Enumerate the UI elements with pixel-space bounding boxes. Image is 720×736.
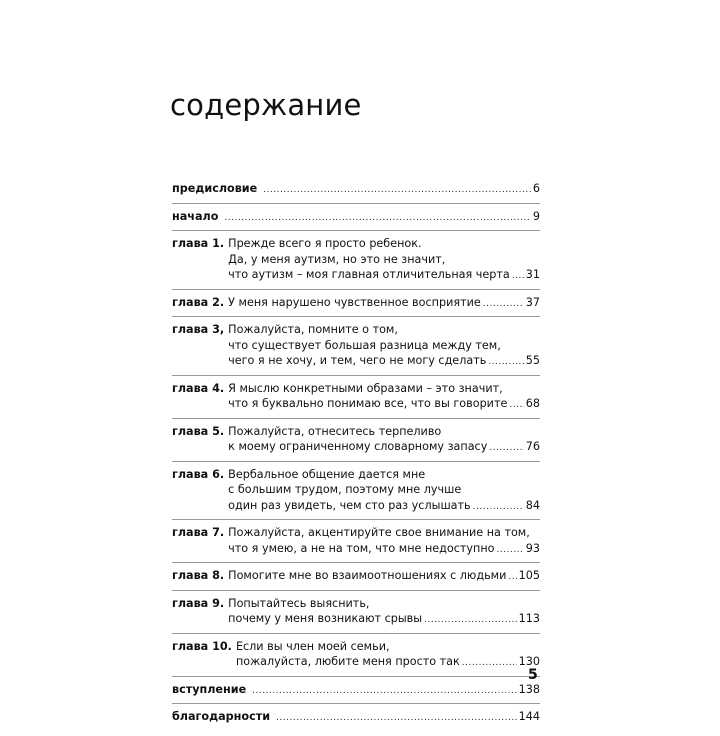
toc-line bbox=[172, 252, 540, 268]
toc-entry[interactable] bbox=[172, 467, 540, 521]
toc-entry-title: что существует большая разница между тем, bbox=[228, 338, 501, 352]
toc-entry-title: Пожалуйста, отнеситесь терпеливо bbox=[228, 424, 442, 438]
toc-leader-dots bbox=[252, 682, 516, 700]
toc-line bbox=[172, 596, 540, 612]
toc-entry-label: глава 4. bbox=[172, 381, 225, 395]
toc-entry-label: глава 1. bbox=[172, 237, 225, 250]
toc-leader-dots bbox=[497, 541, 524, 559]
toc-entry-title: к моему ограниченному словарному запасу bbox=[228, 440, 488, 453]
toc-entry-title: Если вы член моей семьи, bbox=[235, 639, 390, 653]
toc-entry-title: пожалуйста, любите меня просто так bbox=[235, 655, 460, 668]
toc-page-number: 37 bbox=[525, 295, 540, 309]
toc-page-number: 105 bbox=[518, 569, 540, 582]
toc-entry[interactable] bbox=[172, 596, 540, 634]
toc-line bbox=[172, 322, 540, 338]
toc-line bbox=[172, 236, 540, 252]
toc-line bbox=[172, 467, 540, 483]
toc-entry-title: что аутизм – моя главная отличительная черта bbox=[228, 268, 510, 281]
toc-entry[interactable] bbox=[172, 568, 540, 591]
toc-line bbox=[172, 381, 540, 397]
toc-entry-label: глава 5. bbox=[172, 424, 225, 438]
toc-leader-dots bbox=[512, 267, 524, 285]
toc-line bbox=[172, 209, 540, 227]
toc-page-number: 68 bbox=[525, 397, 540, 410]
toc-page-number: 130 bbox=[518, 655, 540, 668]
toc-entry[interactable] bbox=[172, 639, 540, 677]
toc-leader-dots bbox=[276, 709, 517, 727]
toc-entry[interactable] bbox=[172, 682, 540, 705]
toc-entry-title: Пожалуйста, помните о том, bbox=[228, 323, 398, 336]
toc-leader-dots bbox=[508, 568, 516, 586]
toc-entry[interactable] bbox=[172, 181, 540, 204]
toc-entry-title: один раз увидеть, чем сто раз услышать bbox=[228, 498, 471, 512]
toc-page-number: 138 bbox=[518, 682, 540, 696]
toc-entry-title: Я мыслю конкретными образами – это значит, bbox=[228, 381, 503, 395]
toc-leader-dots bbox=[489, 439, 523, 457]
toc-entry-label: глава 10. bbox=[172, 639, 232, 653]
toc-entry-label: предисловие bbox=[172, 182, 258, 195]
toc-line bbox=[172, 709, 540, 727]
toc-line bbox=[172, 338, 540, 354]
toc-entry-label: глава 7. bbox=[172, 526, 225, 539]
toc-entry[interactable] bbox=[172, 424, 540, 462]
toc-line bbox=[172, 541, 540, 559]
toc-line bbox=[172, 525, 540, 541]
toc-line bbox=[172, 611, 540, 629]
toc-leader-dots bbox=[483, 295, 524, 313]
toc-entry[interactable] bbox=[172, 381, 540, 419]
toc-entry-title: У меня нарушено чувственное восприятие bbox=[228, 295, 481, 309]
toc-page-number: 76 bbox=[525, 440, 540, 453]
toc-entry-label: глава 2. bbox=[172, 295, 225, 309]
toc-page-number: 9 bbox=[532, 209, 540, 223]
toc-entry-title: Попытайтесь выяснить, bbox=[228, 596, 370, 610]
toc-entry[interactable] bbox=[172, 295, 540, 318]
toc-entry-label: глава 9. bbox=[172, 596, 225, 610]
toc-line bbox=[172, 639, 540, 655]
toc-entry-title: Да, у меня аутизм, но это не значит, bbox=[228, 252, 446, 266]
toc-page-number: 144 bbox=[518, 710, 540, 723]
table-of-contents bbox=[172, 181, 540, 736]
toc-entry[interactable] bbox=[172, 322, 540, 376]
toc-line bbox=[172, 654, 540, 672]
toc-line bbox=[172, 424, 540, 440]
toc-entry-title: Вербальное общение дается мне bbox=[228, 467, 426, 481]
toc-line bbox=[172, 482, 540, 498]
toc-leader-dots bbox=[473, 498, 524, 516]
toc-entry[interactable] bbox=[172, 525, 540, 563]
toc-entry-title: Помогите мне во взаимоотношениях с людьми bbox=[228, 569, 507, 582]
toc-entry-label: глава 6. bbox=[172, 467, 225, 481]
toc-line bbox=[172, 353, 540, 371]
toc-entry-label: начало bbox=[172, 209, 219, 223]
toc-page-number: 55 bbox=[525, 354, 540, 367]
toc-line bbox=[172, 295, 540, 313]
toc-leader-dots bbox=[424, 611, 517, 629]
page-number: 5 bbox=[528, 667, 538, 683]
toc-entry[interactable] bbox=[172, 209, 540, 232]
toc-entry-title: Пожалуйста, акцентируйте свое внимание на том, bbox=[228, 526, 530, 539]
toc-entry-label: глава 3, bbox=[172, 323, 225, 336]
toc-entry[interactable] bbox=[172, 236, 540, 290]
toc-entry-title: Прежде всего я просто ребенок. bbox=[228, 237, 422, 250]
toc-line bbox=[172, 682, 540, 700]
toc-line bbox=[172, 568, 540, 586]
toc-entry-label: благодарности bbox=[172, 710, 271, 723]
page-title: содержание bbox=[170, 88, 362, 122]
toc-leader-dots bbox=[224, 209, 530, 227]
toc-line bbox=[172, 396, 540, 414]
toc-page-number: 31 bbox=[525, 268, 540, 281]
toc-page-number: 93 bbox=[525, 541, 540, 555]
toc-entry-label: глава 8. bbox=[172, 569, 225, 582]
toc-entry-title: с большим трудом, поэтому мне лучше bbox=[228, 483, 462, 496]
toc-leader-dots bbox=[488, 353, 523, 371]
toc-entry-title: почему у меня возникают срывы bbox=[228, 612, 423, 625]
toc-page-number: 6 bbox=[532, 182, 540, 195]
toc-entry-title: чего я не хочу, и тем, чего не могу сделать bbox=[228, 354, 487, 367]
toc-leader-dots bbox=[462, 654, 517, 672]
toc-page-number: 113 bbox=[518, 612, 540, 625]
toc-line bbox=[172, 181, 540, 199]
toc-line bbox=[172, 439, 540, 457]
toc-line bbox=[172, 498, 540, 516]
toc-leader-dots bbox=[509, 396, 523, 414]
toc-entry-title: что я умею, а не на том, что мне недоступно bbox=[228, 541, 495, 555]
toc-entry-label: вступление bbox=[172, 682, 247, 696]
toc-line bbox=[172, 267, 540, 285]
toc-leader-dots bbox=[263, 181, 531, 199]
toc-page-number: 84 bbox=[525, 498, 540, 512]
toc-entry-title: что я буквально понимаю все, что вы говорите bbox=[228, 397, 508, 410]
